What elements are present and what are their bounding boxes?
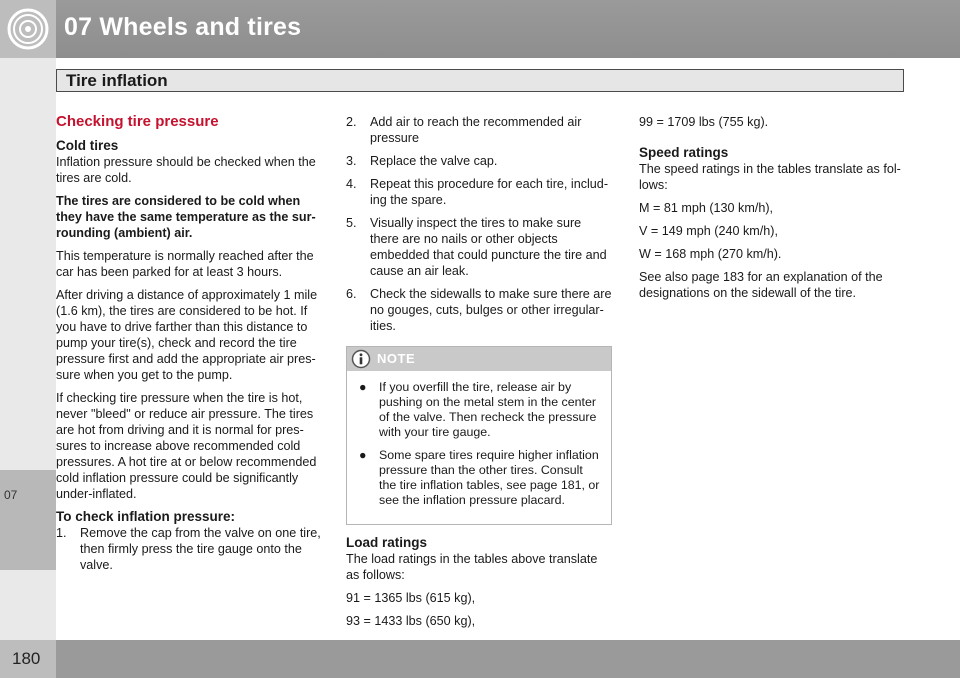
- list-item: [346, 286, 612, 334]
- main-heading: Checking tire pressure: [56, 113, 219, 130]
- footer-left-block: [0, 640, 56, 678]
- paragraph: 91 = 1365 lbs (615 kg),: [346, 591, 476, 605]
- note-text: If you overfill the tire, release air by pushing on the metal stem in the center of the valve. Then recheck the pressure with your tire gauge.: [379, 380, 597, 439]
- step-text: Check the sidewalls to make sure there are no gouges, cuts, bulges or other irregular-ities.: [370, 287, 612, 333]
- step-text: Add air to reach the recommended air pressure: [370, 115, 582, 145]
- paragraph: The speed ratings in the tables translate as fol-lows:: [639, 162, 901, 192]
- note-title: NOTE: [377, 351, 416, 366]
- note-header: [347, 347, 611, 371]
- check-pressure-heading: To check inflation pressure:: [56, 509, 236, 524]
- paragraph: 93 = 1433 lbs (650 kg),: [346, 614, 476, 628]
- list-item: [346, 153, 612, 169]
- column-2: [346, 114, 612, 636]
- chapter-header: [0, 0, 960, 58]
- step-text: Repeat this procedure for each tire, includ-ing the spare.: [370, 177, 609, 207]
- note-text: Some spare tires require higher inflation pressure than the other tires. Consult the tire inflation tables, see page 181, or see the inflation pressure placard.: [379, 448, 600, 507]
- paragraph: M = 81 mph (130 km/h),: [639, 201, 774, 215]
- side-tab-label: 07: [4, 488, 18, 502]
- speed-ratings-heading: Speed ratings: [639, 145, 729, 160]
- note-box: [346, 346, 612, 525]
- steps-list: [56, 525, 322, 573]
- step-number: 1.: [56, 526, 67, 540]
- list-item: [355, 380, 603, 440]
- bullet-icon: ●: [359, 380, 367, 394]
- step-number: 6.: [346, 287, 357, 301]
- section-bar: [56, 69, 904, 92]
- column-1: [56, 114, 322, 580]
- step-text: Replace the valve cap.: [370, 154, 498, 168]
- page-number: 180: [12, 649, 41, 668]
- bold-paragraph: The tires are considered to be cold when they have the same temperature as the sur-rounding (ambient) air.: [56, 194, 316, 240]
- paragraph: 99 = 1709 lbs (755 kg).: [639, 115, 769, 129]
- section-title: Tire inflation: [66, 71, 168, 90]
- paragraph: W = 168 mph (270 km/h).: [639, 247, 782, 261]
- chapter-side-tab: [0, 470, 56, 570]
- step-text: Visually inspect the tires to make sure there are no nails or other objects embedded that could puncture the tire and cause an air leak.: [370, 216, 607, 278]
- info-icon: [351, 349, 371, 369]
- step-text: Remove the cap from the valve on one tire, then firmly press the tire gauge onto the valve.: [80, 526, 321, 572]
- column-3: [639, 114, 905, 308]
- note-list: [347, 371, 611, 524]
- step-number: 2.: [346, 115, 357, 129]
- paragraph: V = 149 mph (240 km/h),: [639, 224, 778, 238]
- paragraph: After driving a distance of approximately 1 mile (1.6 km), the tires are considered to be hot. If you have to drive farther than this distance to pump your tire(s), check and record the tire pressure first and add the appropriate air pres-sure when you get to the pump.: [56, 288, 318, 382]
- list-item: [56, 525, 322, 573]
- cold-tires-heading: Cold tires: [56, 138, 119, 153]
- list-item: [346, 176, 612, 208]
- paragraph: If checking tire pressure when the tire is hot, never "bleed" or reduce air pressure. The tires are hot from driving and it is normal for pres-sures to increase above recommended cold pressures. A hot tire at or below recommended cold inflation pressure could be significantly under-inflated.: [56, 391, 317, 501]
- load-ratings-heading: Load ratings: [346, 535, 428, 550]
- step-number: 4.: [346, 177, 357, 191]
- paragraph: The load ratings in the tables above translate as follows:: [346, 552, 598, 582]
- list-item: [346, 114, 612, 146]
- steps-list: [346, 114, 612, 334]
- bullet-icon: ●: [359, 448, 367, 462]
- list-item: [346, 215, 612, 279]
- tire-icon: [6, 7, 50, 51]
- paragraph: See also page 183 for an explanation of the designations on the sidewall of the tire.: [639, 270, 883, 300]
- chapter-icon-box: [0, 0, 56, 58]
- chapter-title: 07 Wheels and tires: [64, 13, 302, 41]
- list-item: [355, 448, 603, 508]
- step-number: 5.: [346, 216, 357, 230]
- page-footer: [0, 640, 960, 678]
- step-number: 3.: [346, 154, 357, 168]
- paragraph: Inflation pressure should be checked when the tires are cold.: [56, 155, 316, 185]
- paragraph: This temperature is normally reached after the car has been parked for at least 3 hours.: [56, 249, 314, 279]
